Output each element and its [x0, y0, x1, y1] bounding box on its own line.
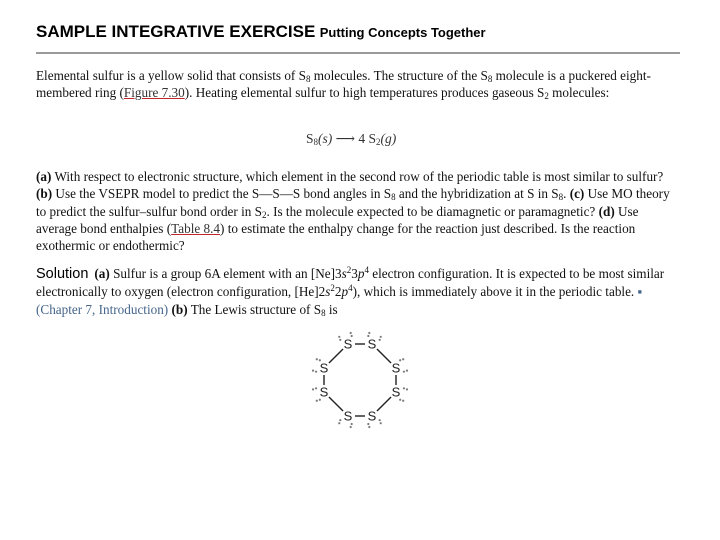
lone-pair-electron — [350, 332, 352, 334]
question-b-text: . — [563, 186, 570, 202]
lone-pair-electron — [380, 336, 382, 338]
lone-pair-electron — [379, 339, 381, 341]
solution-text: ), which is immediately above it in the periodic table. — [352, 284, 638, 300]
solution-text: electron configuration. It is expected to be most similar electronically to oxygen (electron configuration, [He]2 — [36, 266, 665, 300]
lone-pair-electron — [315, 371, 317, 373]
sulfur-atom: S — [343, 336, 353, 352]
sulfur-atom: S — [319, 360, 329, 376]
solution-a-label: (a) — [94, 266, 110, 281]
sulfur-atom: S — [367, 408, 377, 424]
question-d-text: Use average bond enthalpies ( — [36, 203, 639, 236]
intro-text: molecules: — [548, 85, 610, 101]
orbital-letter: s — [341, 266, 347, 281]
lone-pair-electron — [402, 400, 404, 402]
lone-pair-electron — [406, 370, 408, 372]
superscript: 4 — [364, 265, 369, 275]
lone-pair-electron — [315, 387, 317, 389]
product: 4 S — [358, 131, 377, 146]
question-b-subscript: 8 — [391, 192, 396, 203]
lone-pair-electron — [403, 371, 405, 373]
reaction-arrow: ⟶ — [335, 131, 355, 146]
lone-pair-electron — [350, 426, 352, 428]
orbital-letter: s — [325, 284, 331, 300]
intro-subscript: 8 — [305, 74, 311, 84]
intro-subscript: 2 — [544, 91, 549, 102]
s8-lewis-structure — [305, 325, 415, 435]
reactant-subscript: 8 — [313, 137, 319, 147]
superscript: 4 — [348, 283, 353, 294]
solution-text: 2 — [334, 284, 342, 300]
intro-subscript: 8 — [487, 74, 493, 84]
exercise-header — [36, 22, 680, 42]
question-b-label: (b) — [36, 186, 53, 202]
lone-pair-electron — [402, 358, 404, 360]
s-s-bond — [377, 349, 391, 363]
superscript: 2 — [346, 265, 352, 275]
question-b-text: Use the VSEPR model to predict the S—S—S bond angles in S — [52, 186, 392, 202]
question-c-text: Use MO theory to predict the sulfur–sulfur bond order in S — [36, 186, 670, 219]
sulfur-atom: S — [367, 336, 377, 352]
question-c-text: . Is the molecule expected to be diamagnetic or paramagnetic? — [266, 203, 599, 219]
intro-paragraph — [36, 67, 676, 102]
solution-paragraph — [36, 265, 681, 318]
intro-text: ). Heating elemental sulfur to high temperatures produces gaseous S — [184, 85, 545, 101]
s-s-bond — [329, 349, 343, 363]
solution-subscript: 8 — [321, 307, 326, 318]
lone-pair-electron — [403, 387, 405, 389]
question-d-label: (d) — [598, 203, 615, 219]
lone-pair-electron — [368, 332, 370, 334]
intro-text: Elemental sulfur is a yellow solid that consists of S — [36, 68, 306, 83]
lone-pair-electron — [380, 422, 382, 424]
lone-pair-electron — [312, 388, 314, 390]
question-b-text: and the hybridization at S in S — [395, 186, 559, 202]
product-subscript: 2 — [376, 137, 381, 147]
intro-text: molecules. The structure of the S — [310, 68, 488, 83]
question-paragraph — [36, 168, 676, 254]
solution-text: is — [325, 301, 338, 317]
lone-pair-electron — [316, 400, 318, 402]
lone-pair-electron — [338, 336, 340, 338]
exercise-subtitle: Putting Concepts Together — [319, 25, 486, 40]
header-divider — [36, 52, 680, 54]
sulfur-atom: S — [391, 384, 401, 400]
reactant-state: (s) — [318, 131, 333, 146]
lone-pair-electron — [339, 339, 341, 341]
lone-pair-electron — [339, 419, 341, 421]
s-s-bond — [329, 397, 343, 411]
reaction-equation — [306, 131, 396, 147]
product-state: (g) — [380, 131, 397, 146]
solution-text: Sulfur is a group 6A element with an [Ne]3 — [109, 266, 342, 281]
intro-text: molecule is a puckered eight-membered ring ( — [36, 68, 651, 101]
solution-text: 3 — [351, 266, 358, 281]
s-s-bond — [377, 397, 391, 411]
question-a-label: (a) — [36, 169, 52, 184]
sulfur-atom: S — [319, 384, 329, 400]
reference-bullet-icon: ▪ — [637, 284, 643, 300]
lone-pair-electron — [406, 388, 408, 390]
lone-pair-electron — [368, 426, 370, 428]
question-d-text: ) to estimate the enthalpy change for the reaction just described. Is the reaction exothermic or endothermic? — [36, 220, 636, 254]
superscript: 2 — [330, 283, 335, 294]
question-b-subscript: 8 — [558, 192, 564, 203]
figure-7-30-link[interactable]: Figure 7.30 — [123, 85, 185, 101]
orbital-letter: p — [341, 284, 349, 300]
question-c-subscript: 2 — [261, 209, 267, 220]
sulfur-atom: S — [391, 360, 401, 376]
lone-pair-electron — [312, 370, 314, 372]
table-8-4-link[interactable]: Table 8.4 — [171, 220, 221, 236]
solution-text: The Lewis structure of S — [187, 301, 322, 317]
solution-label: Solution — [36, 266, 89, 282]
orbital-letter: p — [357, 266, 365, 281]
lone-pair-electron — [338, 422, 340, 424]
solution-b-label: (b) — [168, 301, 188, 317]
sulfur-atom: S — [343, 408, 353, 424]
question-a-text: With respect to electronic structure, which element in the second row of the periodic table is most similar to sulfur? — [51, 169, 664, 184]
chapter-7-reference-link[interactable]: (Chapter 7, Introduction) — [36, 301, 169, 317]
lone-pair-electron — [379, 419, 381, 421]
lone-pair-electron — [316, 358, 318, 360]
exercise-title: SAMPLE INTEGRATIVE EXERCISE — [36, 22, 316, 41]
question-c-label: (c) — [569, 186, 585, 202]
reactant: S — [306, 131, 314, 146]
